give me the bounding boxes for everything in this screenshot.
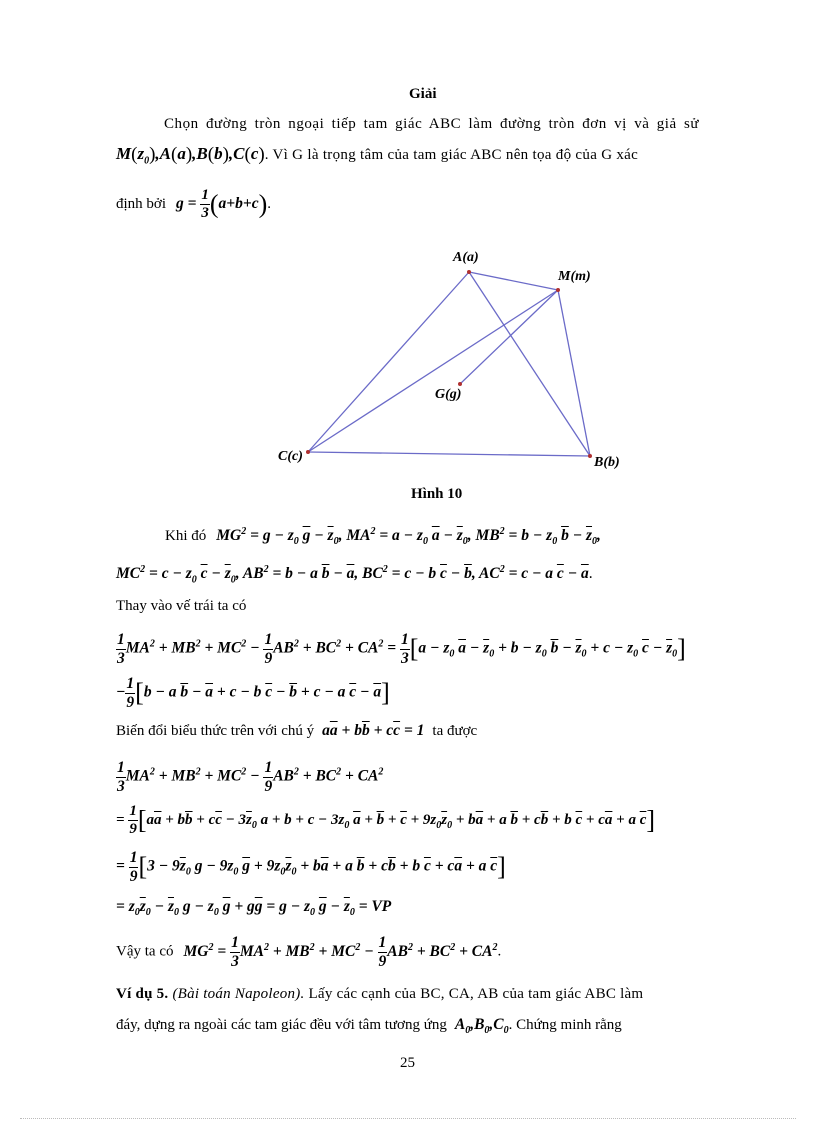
points-notation: $M(z_0),A(a),B(b),C(c)$	[116, 144, 265, 167]
paragraph-intro-line3: định bởi g = $\frac{1}{3}$ (a+b+c).	[116, 187, 272, 221]
example-line1-text: Lấy các cạnh của BC, CA, AB của tam giác ABC làm	[308, 986, 644, 1002]
example-line2-end: . Chứng minh rằng	[508, 1017, 622, 1033]
bien-doi-text: Biến đổi biểu thức trên với chú ý	[116, 723, 315, 739]
conclusion-formula: $MG^2$ = $\frac{1}{3}$ $MA^2 + MB^2 + MC^2$ − $\frac{1}{9}$ $AB^2 + BC^2 + CA^2$	[183, 934, 498, 970]
segment-MC	[308, 290, 558, 452]
trans-4: = $z_0\overline{z}_0 - \overline{z}_0$ $g - z_0$ $\overline{g} + g\overline{g} = g - z_0$ $\overline{g} - \overline{z}_0$ = VP	[116, 898, 392, 919]
figure-caption: Hình 10	[411, 486, 463, 502]
example-label: Ví dụ 5.	[116, 986, 169, 1002]
point-B	[588, 454, 592, 458]
segment-MG	[460, 290, 558, 384]
paragraph-intro-line1: Chọn đường tròn ngoại tiếp tam giác ABC làm đường tròn đơn vị và giả sử	[164, 116, 700, 132]
point-A	[467, 270, 471, 274]
bien-doi-end: ta được	[432, 723, 478, 739]
page-number: 25	[400, 1055, 415, 1071]
sum-eq-1: $\frac{1}{3}$ $MA^2 + MB^2 + MC^2$ − $\frac{1}{9}$ $AB^2 + BC^2 + CA^2$ = $\frac{1}{3}$ [$a - z_0$ $\overline{a} - \overline{z}_0 + b - z_0$ $\overline{b} - \overline{z}_0 + c - z_0$ $\overline{c} - \overline{z}_0$]	[117, 631, 686, 667]
segment-CB	[308, 452, 590, 456]
example-5-line1	[116, 986, 643, 1003]
conclusion-line: Vậy ta có $MG^2$ = $\frac{1}{3}$ $MA^2 + MB^2 + MC^2$ − $\frac{1}{9}$ $AB^2 + BC^2 + CA^2$.	[116, 934, 502, 970]
label-B: B(b)	[594, 455, 620, 470]
point-C	[306, 450, 310, 454]
trans-1: $\frac{1}{3}$ $MA^2 + MB^2 + MC^2$ − $\frac{1}{9}$ $AB^2 + BC^2 + CA^2$	[117, 759, 384, 795]
bien-doi-line	[116, 722, 477, 740]
point-M	[556, 288, 560, 292]
sum-eq-2: − $\frac{1}{9}$ [b − a $\overline{b} - \overline{a} + c - b$ $\overline{c} - \overline{b} + c - a$ $\overline{c} - \overline{a}$]	[116, 675, 390, 711]
napoleon-centers: $A_0,B_0,C_0$	[454, 1016, 509, 1037]
segment-MA	[469, 272, 558, 290]
label-C: C(c)	[278, 449, 303, 464]
example-title: (Bài toán Napoleon).	[172, 986, 305, 1002]
example-5-line2	[116, 1016, 622, 1036]
paragraph-intro-line2	[116, 144, 638, 166]
label-A: A(a)	[453, 250, 479, 265]
intro-line2-text: . Vì G là trọng tâm của tam giác ABC nên tọa độ của G xác	[264, 147, 639, 163]
label-G: G(g)	[435, 387, 462, 402]
distances-eq-1: $MG^2 = g - z_0$ $\overline{g} - \overline{z}_0$, $MA^2 = a - z_0$ $\overline{a} - \overline{z}_0$, $MB^2 = b - z_0$ $\overline{b} - \overline{z}_0$,	[216, 526, 601, 548]
trans-2: = $\frac{1}{9}$ [$a\overline{a} + b\overline{b} + c\overline{c} - 3\overline{z}_0$ $a + b + c - 3z_0$ $\overline{a} + \overline{b} + \overline{c} + 9z_0\overline{z}_0 + b\overline{a} + a$ $\overline{b} + c\overline{b} + b$ $\overline{c} + c\overline{a} + a$ $\overline{c}$]	[116, 803, 656, 837]
eq-line-1	[165, 526, 601, 547]
point-G	[458, 382, 462, 386]
label-M: M(m)	[558, 269, 591, 284]
thay-vao-text: Thay vào vế trái ta có	[116, 598, 247, 614]
vay-text: Vậy ta có	[116, 943, 174, 960]
page-bottom-border	[20, 1118, 796, 1119]
trans-3: = $\frac{1}{9}$ [$3 - 9\overline{z}_0$ $g - 9z_0$ $\overline{g} + 9z_0\overline{z}_0 + b\overline{a} + a$ $\overline{b} + c\overline{b} + b$ $\overline{c} + c\overline{a} + a$ $\overline{c}$]	[116, 849, 506, 885]
unit-circle-condition: $a\overline{a} + b\overline{b} + c\overline{c} = 1$	[322, 722, 425, 739]
example-line2-text: đáy, dựng ra ngoài các tam giác đều với tâm tương ứng	[116, 1017, 447, 1033]
segment-AC	[308, 272, 469, 452]
intro-line3-text: định bởi	[116, 196, 167, 213]
khi-do-text: Khi đó	[165, 528, 207, 545]
eq-line-2: $MC^2 = c - z_0$ $\overline{c} - \overline{z}_0$, $AB^2 = b - a$ $\overline{b} - \overline{a}$, $BC^2 = c - b$ $\overline{c} - \overline{b}$, $AC^2 = c - a$ $\overline{c} - \overline{a}$.	[116, 564, 593, 586]
figure-10-diagram	[260, 240, 650, 475]
solution-heading: Giải	[409, 86, 437, 102]
centroid-formula: g = $\frac{1}{3}$ (a+b+c)	[176, 187, 268, 221]
